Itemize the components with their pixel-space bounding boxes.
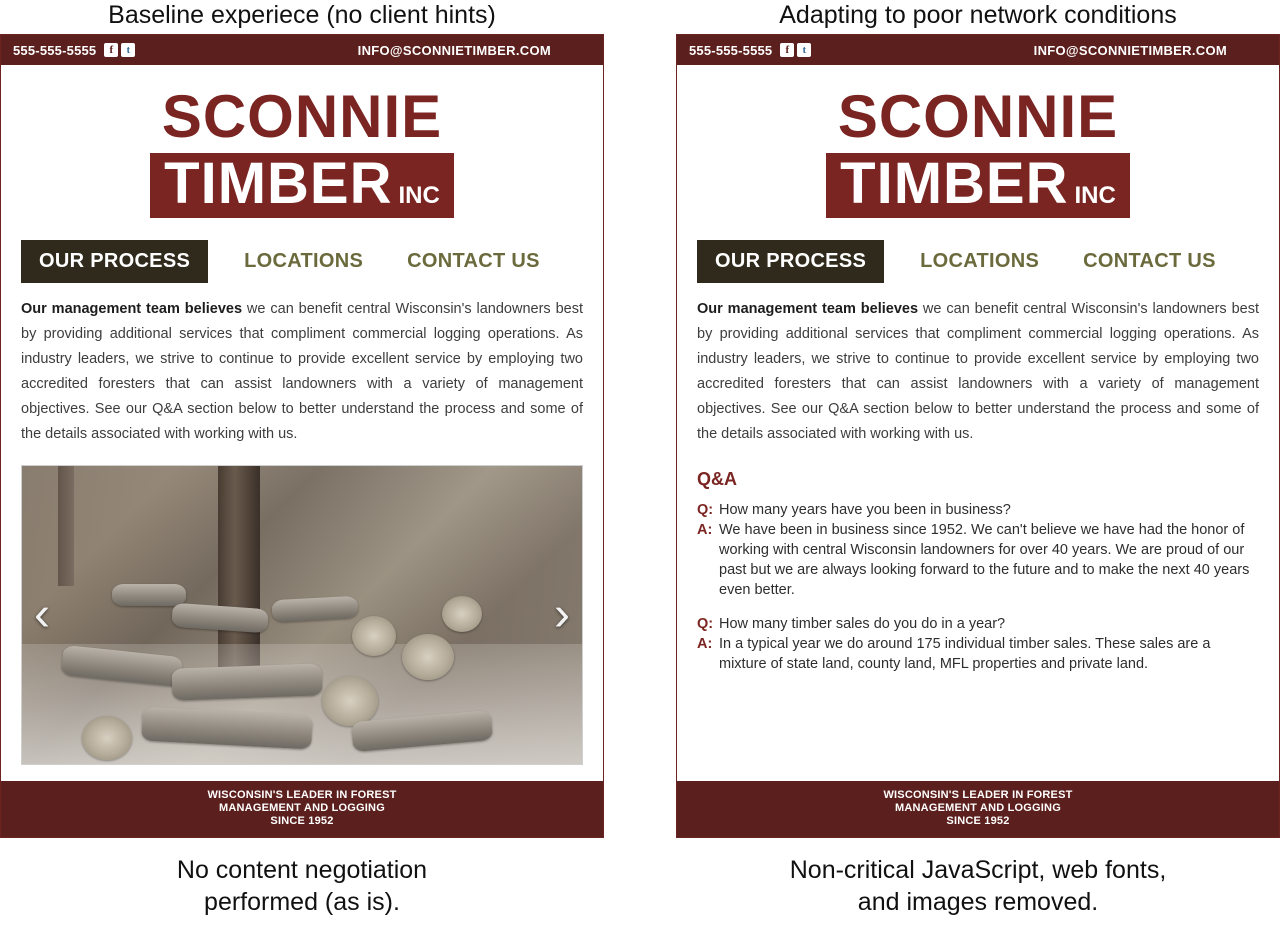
footer-line-1: WISCONSIN'S LEADER IN FOREST [883,789,1073,801]
log-end [442,596,482,632]
carousel-image[interactable] [21,465,583,765]
qa-question [697,500,1259,520]
logo-word-inc: INC [1074,182,1116,209]
log [271,596,358,622]
facebook-icon[interactable]: f [104,43,118,57]
caption-bottom-line-2: and images removed. [857,888,1099,916]
intro-lead-bold: Our management team believes [697,301,919,317]
panel-caption-bottom [0,854,604,918]
caption-bottom-line-2: performed (as is). [204,888,400,916]
log-end [82,716,132,760]
qa-question-text: How many years have you been in business? [719,502,1011,518]
social-links [780,43,811,57]
phone-number[interactable]: 555-555-5555 [689,42,773,58]
intro-paragraph [697,297,1259,447]
qa-answer-label: A: [697,522,713,538]
nav-item-our-process[interactable]: OUR PROCESS [21,240,208,283]
logo-word-sconnie: SCONNIE [837,83,1119,150]
panel-caption-top: Adapting to poor network conditions [779,1,1177,29]
log [112,584,186,606]
intro-body: we can benefit central Wisconsin's landowners best by providing additional services that compliment commercial logging operations. As industry leaders, we strive to continue to provide excellent service by employing two accredited foresters that can assist landowners with a variety of management objectives. See our Q&A section below to better understand the process and some of the details associated with working with us. [697,301,1259,442]
intro-body: we can benefit central Wisconsin's landowners best by providing additional services that compliment commercial logging operations. As industry leaders, we strive to continue to provide excellent service by employing two accredited foresters that can assist landowners with a variety of management objectives. See our Q&A section below to better understand the process and some of the details associated with working with us. [21,301,583,442]
caption-bottom-line-1: Non-critical JavaScript, web fonts, [789,856,1167,884]
site-topbar [1,35,603,65]
footer-line-2: MANAGEMENT AND LOGGING [219,802,385,814]
logo-word-timber: TIMBER [840,151,1069,216]
site-logo[interactable] [1,65,603,218]
phone-number[interactable]: 555-555-5555 [13,42,97,58]
footer-line-3: SINCE 1952 [270,815,334,827]
facebook-icon[interactable]: f [780,43,794,57]
twitter-icon[interactable]: t [121,43,135,57]
qa-answer [697,634,1259,674]
footer-line-1: WISCONSIN'S LEADER IN FOREST [207,789,397,801]
site-topbar [677,35,1279,65]
logo-bar [150,153,454,218]
caption-bottom-line-1: No content negotiation [176,856,428,884]
log [171,663,322,700]
log-end [322,676,378,726]
intro-lead-bold: Our management team believes [21,301,243,317]
qa-item [697,614,1259,674]
nav-item-our-process[interactable]: OUR PROCESS [697,240,884,283]
tree-trunk [218,466,260,671]
website-mockup-baseline [0,34,604,838]
site-navigation [677,218,1279,297]
qa-heading: Q&A [697,469,737,489]
social-links [104,43,135,57]
qa-answer [697,520,1259,600]
log-end [402,634,454,680]
qa-answer-text: We have been in business since 1952. We can't believe we have had the honor of working with central Wisconsin landowners for over 40 years. We are proud of our past but we are always looking forward to the future and to make the next 40 years even better. [719,522,1250,598]
site-logo[interactable] [677,65,1279,218]
nav-item-locations[interactable]: LOCATIONS [920,250,1040,272]
qa-question-label: Q: [697,502,714,518]
footer-line-2: MANAGEMENT AND LOGGING [895,802,1061,814]
panel-caption-bottom [676,854,1280,918]
carousel-prev-icon[interactable]: ‹ [34,588,50,641]
logo-word-sconnie: SCONNIE [161,83,443,150]
site-navigation [1,218,603,297]
site-footer [1,781,603,837]
log-end [352,616,396,656]
nav-item-contact-us[interactable]: CONTACT US [407,250,540,272]
intro-paragraph [21,297,583,447]
tree-trunk-secondary [58,466,74,586]
qa-question [697,614,1259,634]
qa-question-text: How many timber sales do you do in a year? [719,616,1006,632]
panel-adapted [676,0,1280,926]
qa-answer-text: In a typical year we do around 175 individual timber sales. These sales are a mixture of state land, county land, MFL properties and private land. [719,636,1211,672]
carousel-next-icon[interactable]: › [554,588,570,641]
intro-section [677,297,1279,674]
logo-word-inc: INC [398,182,440,209]
website-mockup-adapted [676,34,1280,838]
nav-item-locations[interactable]: LOCATIONS [244,250,364,272]
logo-word-timber: TIMBER [164,151,393,216]
footer-line-3: SINCE 1952 [946,815,1010,827]
email-address[interactable]: INFO@SCONNIETIMBER.COM [1033,42,1227,58]
nav-item-contact-us[interactable]: CONTACT US [1083,250,1216,272]
site-footer [677,781,1279,837]
panel-caption-top: Baseline experiece (no client hints) [108,1,496,29]
panel-baseline [0,0,604,926]
qa-answer-label: A: [697,636,713,652]
logo-bar [826,153,1130,218]
email-address[interactable]: INFO@SCONNIETIMBER.COM [357,42,551,58]
intro-section [1,297,603,447]
qa-question-label: Q: [697,616,714,632]
twitter-icon[interactable]: t [797,43,811,57]
qa-item [697,500,1259,600]
